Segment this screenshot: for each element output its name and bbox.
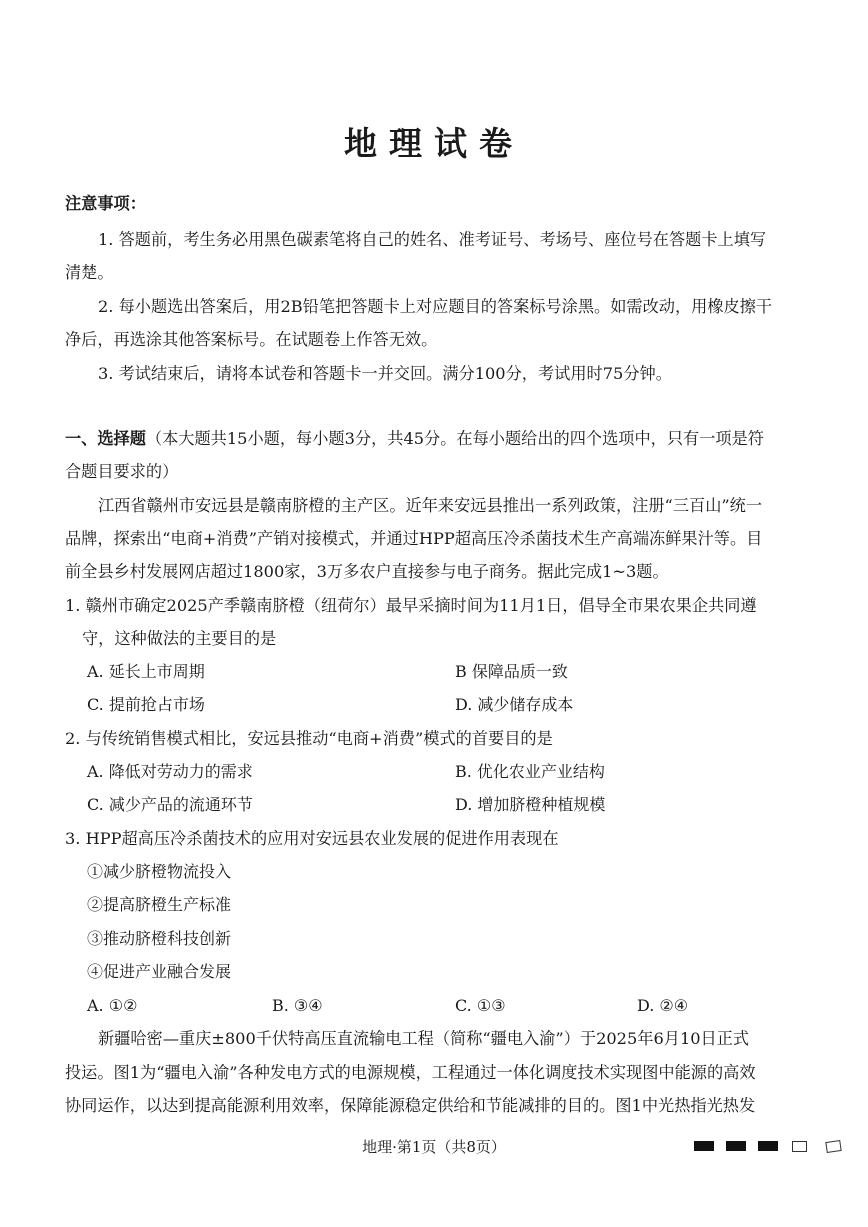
passage-1-line-1: 江西省赣州市安远县是赣南脐橙的主产区。近年来安远县推出一系列政策，注册“三百山”统一 xyxy=(98,496,763,515)
question-3-stem: 3. HPP超高压冷杀菌技术的应用对安远县农业发展的促进作用表现在 xyxy=(65,829,559,848)
question-3-option-b: B. ③④ xyxy=(272,996,323,1015)
passage-1-line-3: 前全县乡村发展网店超过1800家，3万多农户直接参与电子商务。据此完成1~3题。 xyxy=(65,562,669,581)
scan-mark-empty xyxy=(792,1141,807,1152)
question-1-option-a: A. 延长上市周期 xyxy=(87,662,205,681)
page-title: 地理试卷 xyxy=(344,124,524,163)
question-2-option-b: B. 优化农业产业结构 xyxy=(455,762,605,781)
note-1-line-1: 1. 答题前，考生务必用黑色碳素笔将自己的姓名、准考证号、考场号、座位号在答题卡上填写 xyxy=(98,230,767,249)
question-3-statement-2: ②提高脐橙生产标准 xyxy=(87,895,232,914)
question-3-statement-4: ④促进产业融合发展 xyxy=(87,962,232,981)
question-1-stem: 1. 赣州市确定2025产季赣南脐橙（纽荷尔）最早采摘时间为11月1日，倡导全市果农果企共同遵 xyxy=(65,596,757,615)
question-3-statement-1: ①减少脐橙物流投入 xyxy=(87,862,232,881)
section-1-heading: 一、选择题 xyxy=(65,429,146,448)
scan-mark-filled xyxy=(726,1141,746,1151)
question-2-option-a: A. 降低对劳动力的需求 xyxy=(87,762,253,781)
note-2-line-2: 净后，再选涂其他答案标号。在试题卷上作答无效。 xyxy=(65,330,438,349)
question-3-option-c: C. ①③ xyxy=(455,996,506,1015)
passage-2-line-2: 投运。图1为“疆电入渝”各种发电方式的电源规模，工程通过一体化调度技术实现图中能源的高效 xyxy=(65,1063,756,1082)
passage-1-line-2: 品牌，探索出“电商+消费”产销对接模式，并通过HPP超高压冷杀菌技术生产高端冻鲜果汁等。目 xyxy=(65,529,763,548)
question-1-option-b: B 保障品质一致 xyxy=(455,662,568,681)
passage-2-line-1: 新疆哈密—重庆±800千伏特高压直流输电工程（简称“疆电入渝”）于2025年6月10日正式 xyxy=(98,1029,750,1048)
section-1-desc: （本大题共15小题，每小题3分，共45分。在每小题给出的四个选项中，只有一项是符 xyxy=(145,429,764,448)
question-2-option-c: C. 减少产品的流通环节 xyxy=(87,795,253,814)
question-3-option-a: A. ①② xyxy=(87,996,138,1015)
question-3-statement-3: ③推动脐橙科技创新 xyxy=(87,929,232,948)
question-1-stem-cont: 守，这种做法的主要目的是 xyxy=(82,629,277,648)
section-1-heading-line xyxy=(65,427,810,451)
question-2-stem: 2. 与传统销售模式相比，安远县推动“电商+消费”模式的首要目的是 xyxy=(65,729,553,748)
notes-heading: 注意事项： xyxy=(65,194,146,213)
note-2-line-1: 2. 每小题选出答案后，用2B铅笔把答题卡上对应题目的答案标号涂黑。如需改动，用橡皮擦干 xyxy=(98,297,773,316)
note-3: 3. 考试结束后，请将本试卷和答题卡一并交回。满分100分，考试用时75分钟。 xyxy=(98,364,672,383)
question-3-option-d: D. ②④ xyxy=(637,996,689,1015)
section-1-desc-cont: 合题目要求的） xyxy=(65,462,179,481)
question-1-option-c: C. 提前抢占市场 xyxy=(87,695,205,714)
page-footer: 地理·第1页（共8页） xyxy=(362,1138,506,1156)
scan-mark-filled xyxy=(694,1141,714,1151)
question-1-option-d: D. 减少储存成本 xyxy=(455,695,574,714)
passage-2-line-3: 协同运作，以达到提高能源利用效率，保障能源稳定供给和节能减排的目的。图1中光热指光热发 xyxy=(65,1096,756,1115)
question-2-option-d: D. 增加脐橙种植规模 xyxy=(455,795,606,814)
scan-mark-filled xyxy=(758,1141,778,1151)
note-1-line-2: 清楚。 xyxy=(65,263,114,282)
scan-mark-empty xyxy=(825,1140,841,1153)
